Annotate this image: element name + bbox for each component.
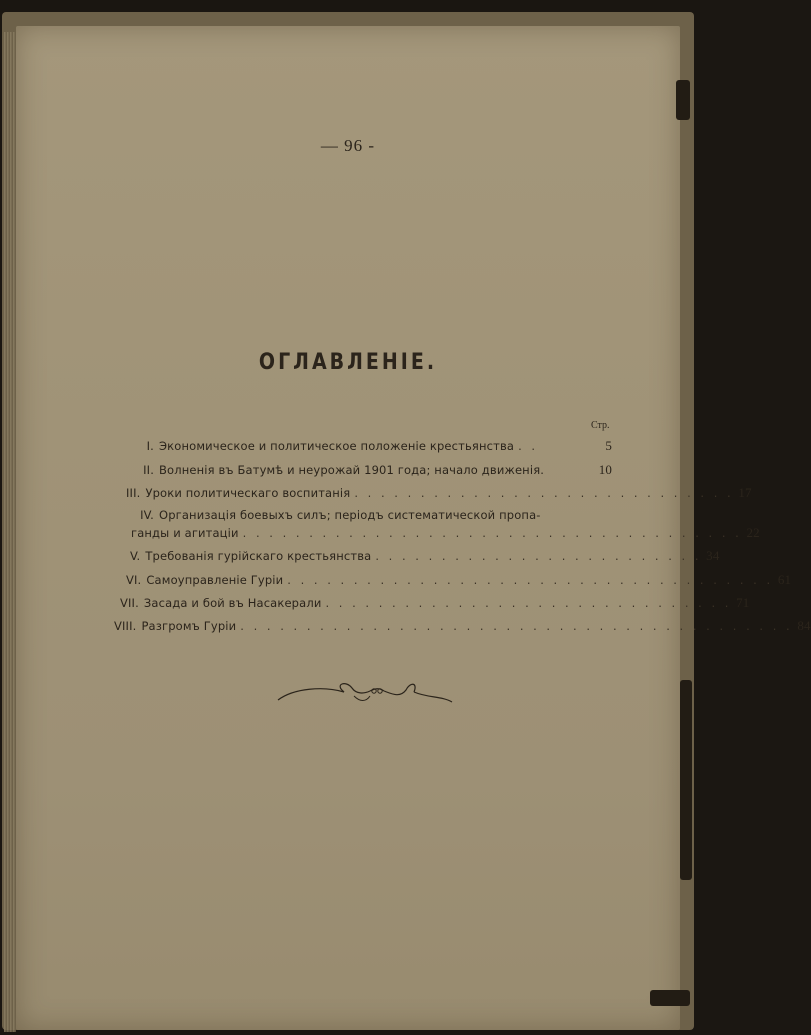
toc-entry-page: 61 xyxy=(777,572,792,587)
page-edges xyxy=(4,32,16,1032)
toc-entry-8 xyxy=(114,618,811,634)
toc-entry-title: ганды и агитаціи xyxy=(131,526,239,540)
toc-entry-number: III. xyxy=(126,486,141,500)
toc-entry-number: VII. xyxy=(120,596,139,610)
toc-entry-title: Волненія въ Батумѣ и неурожай 1901 года; начало движенія. xyxy=(159,463,545,477)
page-edge-damage xyxy=(676,80,690,120)
toc-entry-4-continued xyxy=(126,525,760,541)
pages-column-header: Стр. xyxy=(591,420,610,431)
toc-entry-title: Экономическое и политическое положеніе крестьянства xyxy=(159,439,515,453)
page-edge-damage xyxy=(650,990,690,1006)
toc-leader-dots: . . . . . . . . . . . . . . . . . . . . . . . . . . . . . . . . . . . . . . . . . . xyxy=(240,619,793,633)
toc-leader-dots: . . . . . . . . . . . . . . . . . . . . . . . . . . . . . . . . . . . . . xyxy=(287,573,774,587)
page-edge-damage xyxy=(680,680,692,880)
toc-entry-title: Засада и бой въ Насакерали xyxy=(143,596,322,610)
toc-entry-number: IV. xyxy=(140,508,154,522)
toc-leader-dots: . . . . . . . . . . . . . . . . . . . . . . . . . . . . . . . xyxy=(325,596,732,610)
toc-leader-dots: . . . . . . . . . . . . . . . . . . . . . . . . . xyxy=(375,549,702,563)
toc-entry-page: 84 xyxy=(797,618,811,633)
toc-leader-dots: . . . . . . . . . . . . . . . . . . . . . . . . . . . . . xyxy=(354,486,734,500)
toc-entry-5 xyxy=(130,548,720,564)
toc-entry-title: Самоуправленіе Гуріи xyxy=(146,573,284,587)
decorative-flourish xyxy=(274,676,454,706)
toc-entry-page: 10 xyxy=(598,462,612,477)
toc-entry-page: 17 xyxy=(738,485,752,500)
toc-entry-page: 22 xyxy=(746,525,760,540)
toc-entry-1 xyxy=(132,438,612,454)
toc-entry-6 xyxy=(126,572,792,588)
toc-entry-title: Требованія гурійскаго крестьянства xyxy=(145,549,372,563)
toc-entry-number: V. xyxy=(130,549,141,563)
toc-entry-number: II. xyxy=(143,463,154,477)
toc-entry-page: 34 xyxy=(706,548,720,563)
toc-leader-dots: . . . . . . . . . . . . . . . . . . . . . . . . . . . . . . . . . . . . . . xyxy=(242,526,742,540)
toc-entry-4 xyxy=(126,508,612,522)
toc-entry-title: Разгромъ Гуріи xyxy=(141,619,237,633)
toc-entry-number: I. xyxy=(146,439,154,453)
page-title: ОГЛАВЛЕНІЕ. xyxy=(258,349,438,375)
page-stack xyxy=(2,12,811,1030)
toc-entry-title: Уроки политическаго воспитанія xyxy=(145,486,351,500)
toc-entry-7 xyxy=(120,595,750,611)
toc-entry-page: 5 xyxy=(605,438,612,453)
book-page xyxy=(16,26,811,1030)
toc-entry-2 xyxy=(132,462,612,478)
toc-entry-title: Организація боевыхъ силъ; періодъ систематической пропа- xyxy=(159,508,541,522)
toc-entry-3 xyxy=(126,485,752,501)
toc-entry-number: VI. xyxy=(126,573,142,587)
page-number: — 96 - xyxy=(320,136,376,155)
toc-entry-number: VIII. xyxy=(114,619,137,633)
toc-entry-page: 71 xyxy=(736,595,750,610)
toc-leader-dots: . . xyxy=(518,439,539,453)
